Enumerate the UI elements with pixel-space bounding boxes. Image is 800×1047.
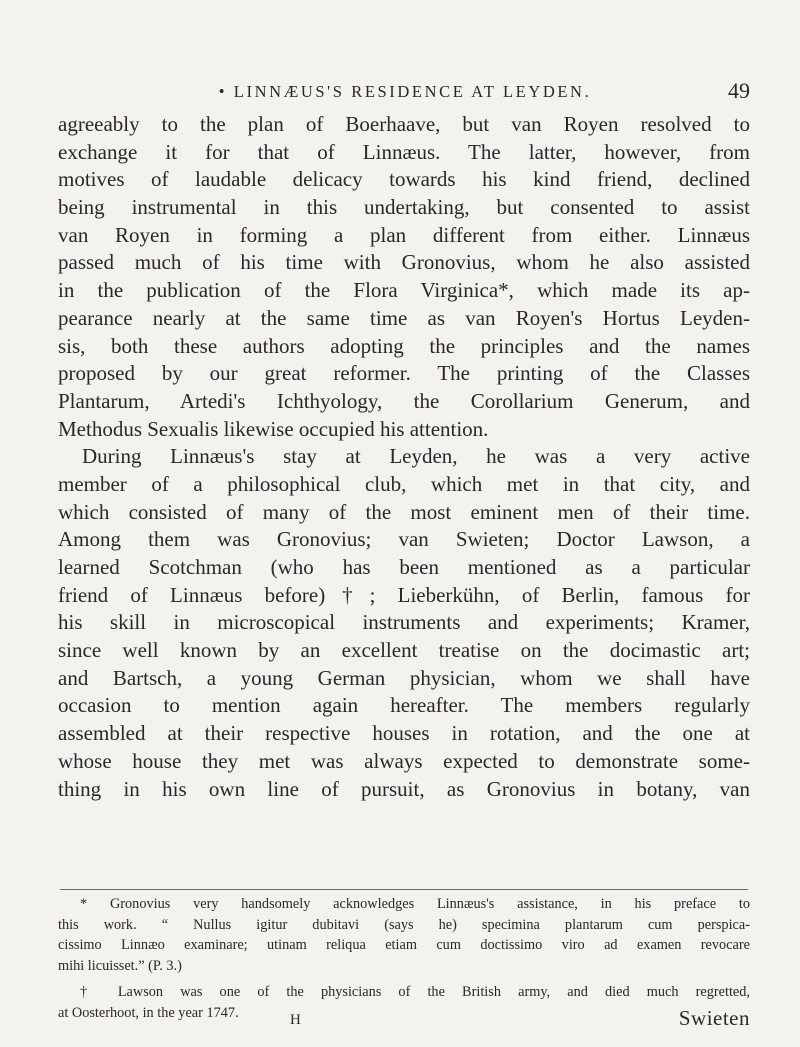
signature-mark: H [290, 1012, 302, 1028]
body-line: being instrumental in this undertaking, but consented to assist [58, 195, 750, 220]
body-line: member of a philosophical club, which met in that city, and [58, 471, 750, 496]
page-header [60, 78, 750, 108]
body-line: whose house they met was always expected to demonstrate some- [58, 748, 750, 773]
body-line: friend of Linnæus before)†; Lieberkühn, of Berlin, famous for [58, 582, 750, 607]
body-line: proposed by our great reformer. The printing of the Classes [58, 361, 750, 386]
body-line: occasion to mention again hereafter. The members regularly [58, 693, 750, 718]
footnote-line: cissimo Linnæo examinare; utinam reliqua etiam cum doctissimo viro ad examen revocare [58, 937, 750, 953]
body-line: Methodus Sexualis likewise occupied his attention. [58, 416, 489, 441]
body-line: and Bartsch, a young German physician, whom we shall have [58, 665, 750, 690]
body-line: motives of laudable delicacy towards his kind friend, declined [58, 167, 750, 192]
body-line: passed much of his time with Gronovius, whom he also assisted [58, 250, 750, 275]
page-number: 49 [728, 78, 750, 103]
body-text [58, 111, 750, 803]
catchword: Swieten [678, 1006, 750, 1030]
footnote-line: this work. “ Nullus igitur dubitavi (says he) specimina plantarum cum perspica- [58, 916, 750, 933]
body-line: During Linnæus's stay at Leyden, he was a very active [82, 444, 750, 469]
body-line: learned Scotchman (who has been mentioned as a particular [58, 555, 750, 579]
body-line: pearance nearly at the same time as van Royen's Hortus Leyden- [58, 305, 750, 330]
body-line: his skill in microscopical instruments and experiments; Kramer, [58, 610, 750, 635]
footnotes [58, 894, 750, 1023]
body-line: assembled at their respective houses in rotation, and the one at [58, 721, 750, 746]
footnote-line: mihi licuisset.” (P. 3.) [58, 957, 182, 974]
body-line: exchange it for that of Linnæus. The latter, however, from [58, 139, 750, 164]
body-line: Plantarum, Artedi's Ichthyology, the Corollarium Generum, and [58, 388, 750, 413]
body-line: which consisted of many of the most eminent men of their time. [58, 499, 750, 524]
body-line: sis, both these authors adopting the principles and the names [58, 333, 750, 358]
footnote-line: † Lawson was one of the physicians of the British army, and died much regretted, [80, 984, 750, 1000]
running-head: • LINNÆUS'S RESIDENCE AT LEYDEN. [218, 82, 592, 101]
footnote-line: at Oosterhoot, in the year 1747. [58, 1004, 239, 1021]
body-line: van Royen in forming a plan different from either. Linnæus [58, 222, 750, 247]
body-line: Among them was Gronovius; van Swieten; Doctor Lawson, a [58, 527, 750, 552]
body-line: in the publication of the Flora Virginica*, which made its ap- [58, 278, 750, 303]
footnote-divider [60, 889, 748, 890]
body-line: since well known by an excellent treatise on the docimastic art; [58, 638, 750, 663]
body-line: agreeably to the plan of Boerhaave, but van Royen resolved to [58, 112, 750, 136]
footnote-line: * Gronovius very handsomely acknowledges Linnæus's assistance, in his preface to [80, 896, 750, 912]
body-line: thing in his own line of pursuit, as Gronovius in botany, van [58, 776, 750, 801]
